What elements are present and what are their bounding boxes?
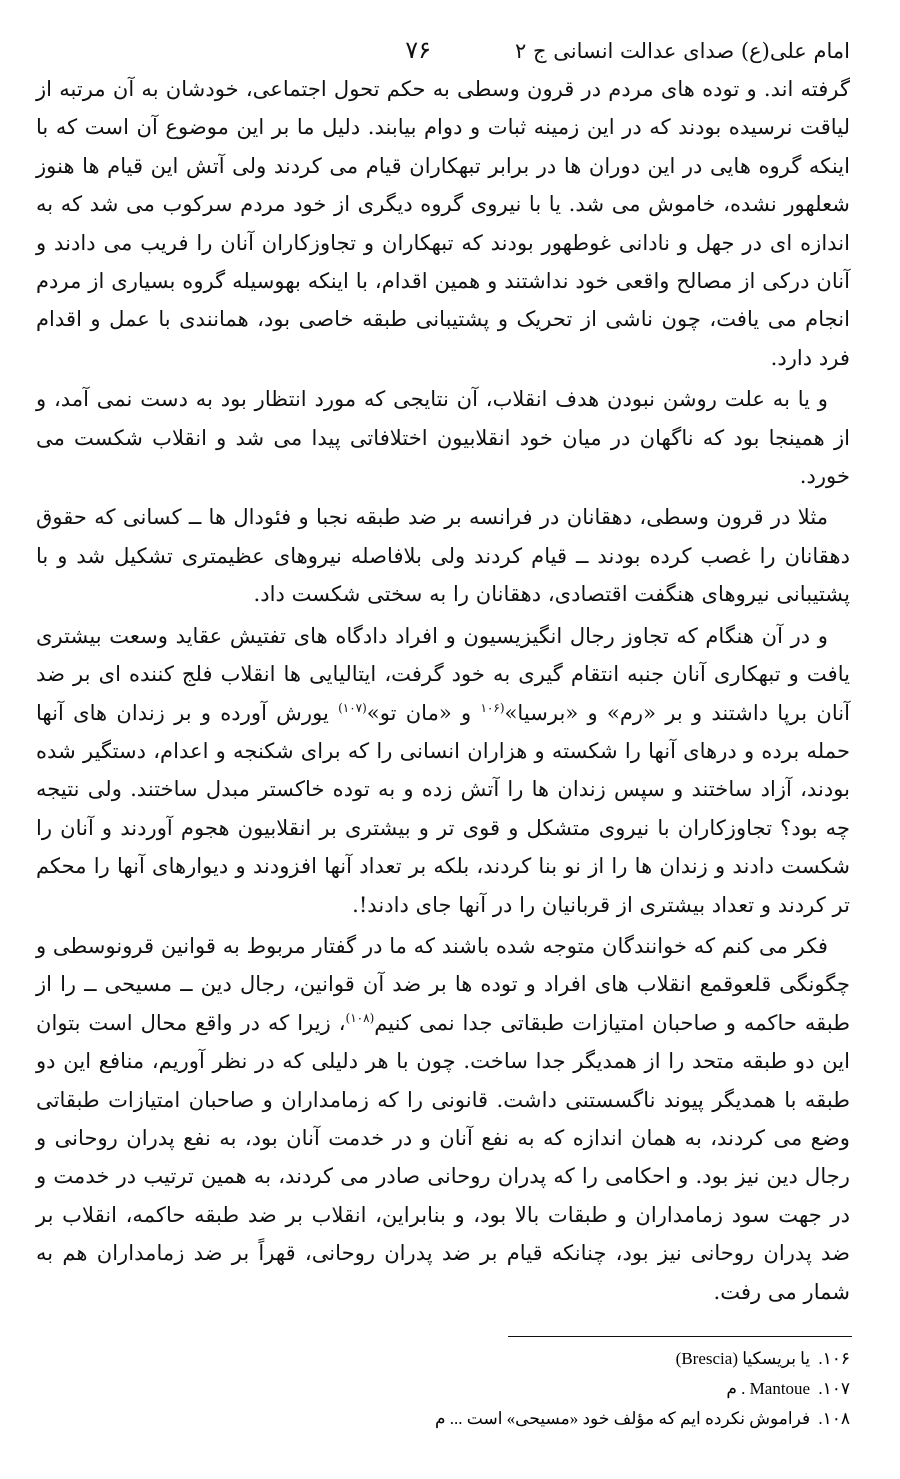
paragraph-1: گرفته اند. و توده های مردم در قرون وسطی به حکم تحول اجتماعی، خودشان به آن مرتبه از لیاقت نرسیده بودند که در این زمینه ثبات و دوام بیابند. دلیل ما بر این موضوع آن است که با اینکه گروه هایی در این دوران ها در برابر تبهکاران قیام می کردند ولی آتش این قیام ها هنوز شعلهور نشده، خاموش می شد. یا با نیروی گروه دیگری از خود مردم سرکوب می شد که به اندازه ای در جهل و نادانی غوطهور بودند که تبهکاران و تجاوزکاران آنان را فریب می دادند و آنان درکی از مصالح واقعی خود نداشتند و همین اقدام، با اینکه بهوسیله گروه بسیاری از مردم انجام می یافت، چون ناشی از تحریک و پشتیبانی طبقه خاصی بود، همانندی با عمل و اقدام فرد دارد. xyxy=(36,76,850,370)
page-number: ۷۶ xyxy=(405,36,432,64)
footnote-text: Mantoue . م xyxy=(726,1379,811,1398)
paragraph-3: مثلا در قرون وسطی، دهقانان در فرانسه بر ضد طبقه نجبا و فئودال ها ــ کسانی که حقوق دهقانان را غصب کرده بودند ــ قیام کردند ولی بلافاصله نیروهای عظیمتری تشکیل شد و با پشتیبانی نیروهای هنگفت اقتصادی، دهقانان را به سختی شکست داد. xyxy=(36,504,850,607)
footnote-ref-108: (۱۰۸) xyxy=(345,1010,375,1025)
running-header xyxy=(36,30,850,70)
footnote-106 xyxy=(36,1344,850,1374)
footnote-107 xyxy=(36,1374,850,1404)
footnote-number: ۱۰۶. xyxy=(818,1349,850,1368)
footnote-ref-107: (۱۰۷) xyxy=(338,700,367,715)
paragraph-4-part-3: یورش آورده و بر زندان های آنها حمله برده و درهای آنها را شکسته و هزاران انسانی را که برای شکنجه و اعدام، دستگیر شده بودند، آزاد ساختند و سپس زندان ها را آتش زده و به توده خاکستر مبدل ساختند. ولی نتیجه چه بود؟ تجاوزکاران با نیروی متشکل و قوی تر و بیشتری بر انقلابیون هجوم آوردند و آنان را شکست دادند و زندان ها را از نو بنا کردند، بلکه بر تعداد آنها افزودند و دیوارهای آنها را محکم تر کردند و تعداد بیشتری از قربانیان را در آنها جای دادند!. xyxy=(36,699,850,917)
paragraph-5 xyxy=(36,927,850,1311)
paragraph-5-part-2: ، زیرا که در واقع محال است بتوان این دو طبقه متحد را از همدیگر جدا ساخت. چون با هر دلیلی که در نظر آوریم، منافع این دو طبقه با همدیگر پیوند ناگسستنی داشت. قانونی را که زمامداران و صاحبان امتیازات طبقاتی وضع می کردند، به همان اندازه که به نفع آنان و در خدمت آنان بود، به نفع پدران روحانی و رجال دین نیز بود. و احکامی را که پدران روحانی صادر می کردند، به همین ترتیب در خدمت و در جهت سود زمامداران و طبقات بالا بود، و بنابراین، انقلاب بر ضد طبقه حاکمه، انقلاب بر ضد پدران روحانی نیز بود، چنانکه قیام بر ضد پدران روحانی، قهراً بر ضد زمامداران هم به شمار می رفت. xyxy=(36,1009,850,1304)
paragraph-4 xyxy=(36,617,850,924)
footnote-text: فراموش نکرده ایم که مؤلف خود «مسیحی» است ... م xyxy=(435,1409,811,1428)
footnote-108 xyxy=(36,1404,850,1434)
footnote-number: ۱۰۸. xyxy=(818,1409,850,1428)
book-page xyxy=(36,30,850,1311)
footnote-text: یا بریسکیا (Brescia) xyxy=(675,1349,811,1368)
paragraph-5-part-1: فکر می کنم که خوانندگان متوجه شده باشند که ما در گفتار مربوط به قوانین قرونوسطی و چگونگی قلعوقمع انقلاب های افراد و توده ها بر ضد آن قوانین، رجال دین ــ مسیحی ــ را از طبقه حاکمه و صاحبان امتیازات طبقاتی جدا نمی کنیم xyxy=(36,932,850,1035)
paragraph-4-part-2: و «مان تو» xyxy=(366,699,481,725)
footnote-ref-106: (۱۰۶ xyxy=(480,700,505,715)
footnote-divider xyxy=(508,1336,852,1337)
body-text xyxy=(36,70,850,1311)
paragraph-2: و یا به علت روشن نبودن هدف انقلاب، آن نتایجی که مورد انتظار بود به دست نمی آمد، و از همینجا بود که ناگهان در میان خود انقلابیون اختلافاتی پیدا می شد و انقلاب شکست می خورد. xyxy=(36,386,850,489)
paragraph-4-part-1: و در آن هنگام که تجاوز رجال انگیزیسیون و افراد دادگاه های تفتیش عقاید وسعت بیشتری یافت و تبهکاری آنان جنبه انتقام گیری به خود گرفت، ایتالیایی ها انقلاب فلج کننده ای بر ضد آنان برپا داشتند و بر «رم» و «برسیا» xyxy=(36,622,850,725)
footnote-number: ۱۰۷. xyxy=(818,1379,850,1398)
book-title: امام علی(ع) صدای عدالت انسانی ج ۲ xyxy=(515,39,850,63)
footnotes xyxy=(36,1344,850,1434)
